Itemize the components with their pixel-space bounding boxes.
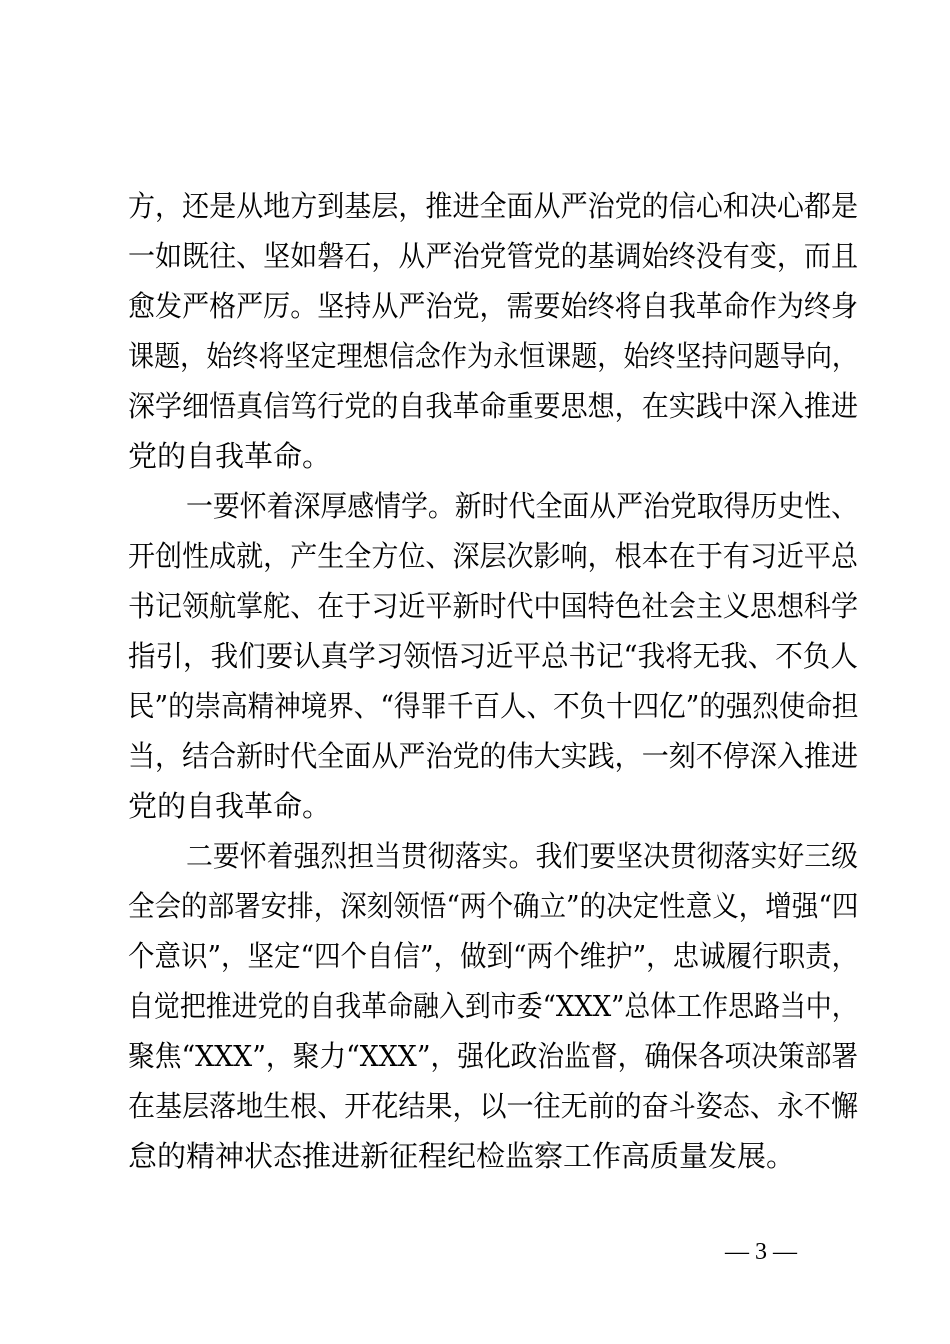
paragraph-3-line-1: 二要怀着强烈担当贯彻落实。我们要坚决贯彻落实好三级 <box>186 839 859 873</box>
paragraph-3-line-2: 全会的部署安排，深刻领悟“两个确立”的决定性意义，增强“四 <box>128 889 859 923</box>
paragraph-3-line-3: 个意识”，坚定“四个自信”，做到“两个维护”，忠诚履行职责， <box>128 939 859 973</box>
paragraph-2-line-7: 党的自我革命。 <box>128 789 332 823</box>
paragraph-2-line-3: 书记领航掌舵、在于习近平新时代中国特色社会主义思想科学 <box>128 589 859 623</box>
paragraph-1-line-3: 愈发严格严厉。坚持从严治党，需要始终将自我革命作为终身 <box>128 289 859 323</box>
paragraph-3-line-5: 聚焦“XXX”，聚力“XXX”，强化政治监督，确保各项决策部署 <box>128 1039 859 1073</box>
paragraph-1-line-2: 一如既往、坚如磐石，从严治党管党的基调始终没有变，而且 <box>128 239 859 273</box>
paragraph-2-line-5: 民”的崇高精神境界、“得罪千百人、不负十四亿”的强烈使命担 <box>128 689 859 723</box>
paragraph-3-line-4: 自觉把推进党的自我革命融入到市委“XXX”总体工作思路当中， <box>128 989 858 1023</box>
paragraph-1-line-4: 课题，始终将坚定理想信念作为永恒课题，始终坚持问题导向， <box>128 339 859 373</box>
page-number: — 3 — <box>725 1239 797 1265</box>
paragraph-2-line-1: 一要怀着深厚感情学。新时代全面从严治党取得历史性、 <box>186 489 859 523</box>
paragraph-1-line-5: 深学细悟真信笃行党的自我革命重要思想，在实践中深入推进 <box>128 389 859 423</box>
paragraph-2-line-4: 指引，我们要认真学习领悟习近平总书记“我将无我、不负人 <box>128 639 858 673</box>
paragraph-3-line-7: 怠的精神状态推进新征程纪检监察工作高质量发展。 <box>128 1139 796 1173</box>
paragraph-3-line-6: 在基层落地生根、开花结果，以一往无前的奋斗姿态、永不懈 <box>128 1089 859 1123</box>
paragraph-1-line-1: 方，还是从地方到基层，推进全面从严治党的信心和决心都是 <box>128 189 859 223</box>
paragraph-2-line-2: 开创性成就，产生全方位、深层次影响，根本在于有习近平总 <box>128 539 859 573</box>
paragraph-1-line-6: 党的自我革命。 <box>128 439 332 473</box>
paragraph-2-line-6: 当，结合新时代全面从严治党的伟大实践，一刻不停深入推进 <box>128 739 859 773</box>
